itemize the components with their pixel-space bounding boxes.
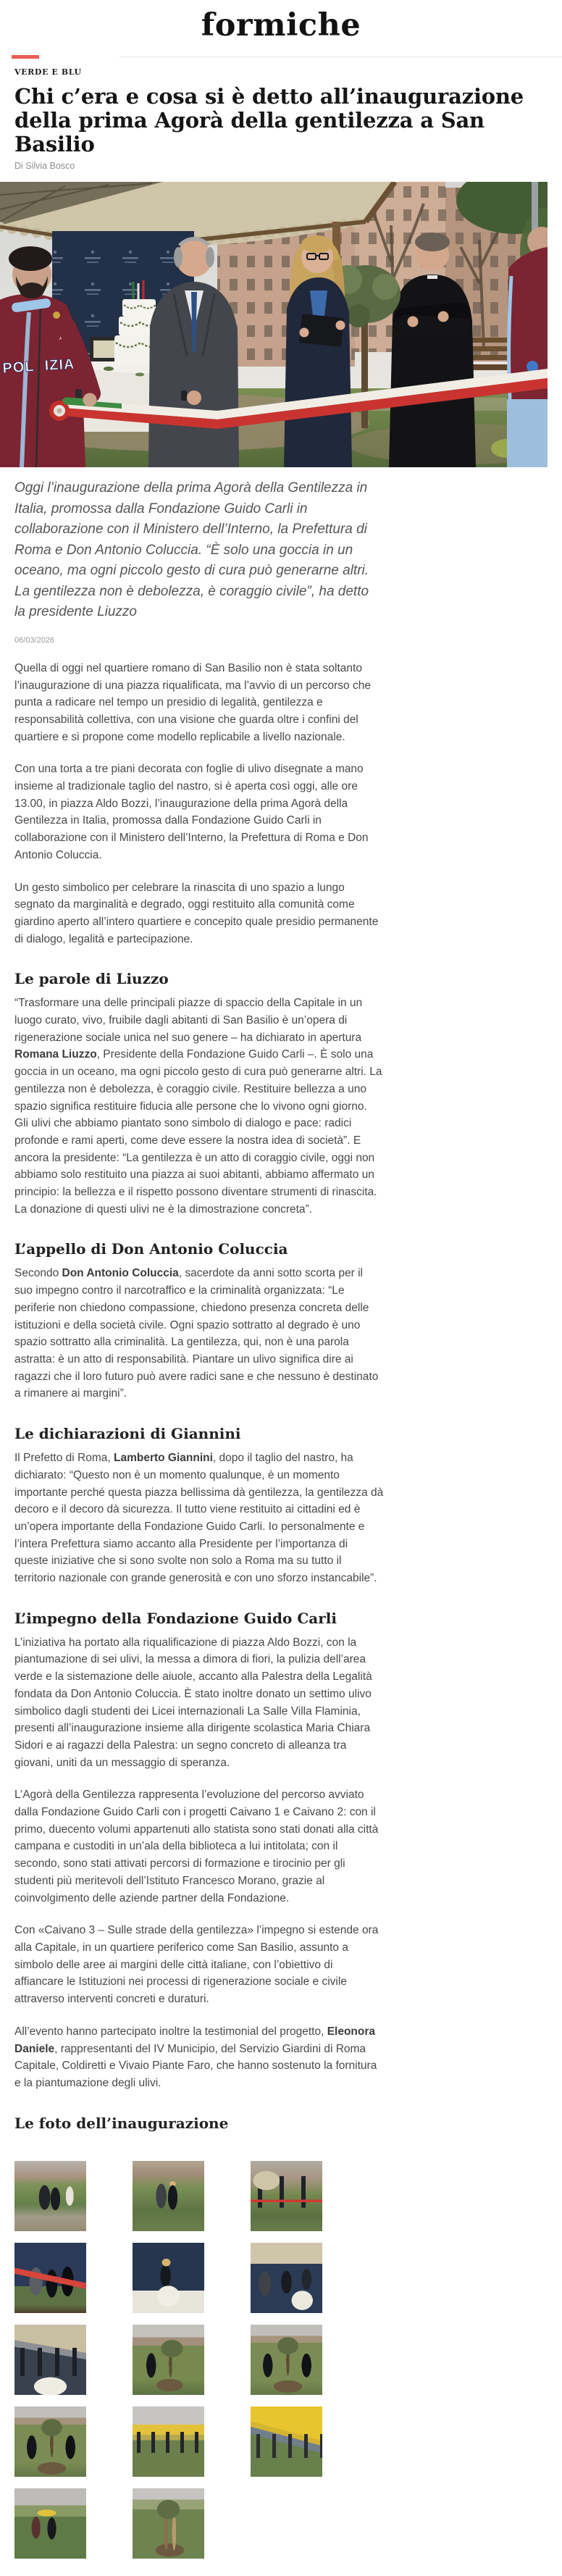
- photo-conversation-garden[interactable]: [133, 2161, 204, 2231]
- section-heading: Le parole di Liuzzo: [14, 970, 169, 988]
- section-heading: L’impegno della Fondazione Guido Carli: [14, 1609, 337, 1627]
- svg-text:IZIA: IZIA: [44, 356, 75, 375]
- category-label[interactable]: VERDE E BLU: [14, 67, 82, 77]
- article-paragraph: Il Prefetto di Roma, Lamberto Giannini, dopo il taglio del nastro, ha dichiarato: “Questo non è un momento qualunque, è un momento importante perché questa piazza bellissima dà gentilezza, la gentilezza dà decoro e il decoro dà sicurezza. Il tutto viene restituito ai cittadini ed è un’opera importante della Fondazione Guido Carli. Io personalmente e l’intera Prefettura siamo accanto alla Presidente per l’importanza di queste iniziative che si sono svolte non solo a Roma ma su tutto il territorio nazionale con grande generosità e con uno sforzo instancabile”.: [14, 1452, 384, 1585]
- svg-text:Allianz: Allianz: [59, 336, 75, 342]
- article-paragraph: L’iniziativa ha portato alla riqualificazione di piazza Aldo Bozzi, con la piantumazione di sei ulivi, la messa a dimora di fiori, la pulizia dell’area verde e la sistemazione delle aiuole, accanto alla Palestra della Legalità fondata da Don Antonio Coluccia. È stato inoltre donato un settimo ulivo simbolico dagli studenti dei Licei internazionali La Salle Villa Flaminia, presenti all’inaugurazione insieme alla dirigente scolastica Maria Chiara Sidori e ai ragazzi della Palestra: un segno concreto di alleanza tra giovani, uniti da un messaggio di speranza.: [14, 1636, 372, 1769]
- photo-gallery: [14, 2115, 548, 2559]
- hero-inauguration-scene: [0, 182, 548, 467]
- article-body: [14, 660, 548, 2092]
- photo-president-with-cake[interactable]: [133, 2243, 204, 2313]
- photo-coldiretti-tent-close[interactable]: [251, 2406, 322, 2477]
- article-paragraph: All’evento hanno partecipato inoltre la testimonial del progetto, Eleonora Daniele, rappresentanti del IV Municipio, del Servizio Giardini di Roma Capitale, Coldiretti e Vivaio Piante Faro, che hanno sostenuto la fornitura e la piantumazione degli ulivi.: [14, 2025, 377, 2089]
- byline: Di Silvia Bosco: [14, 161, 75, 172]
- category-accent-dash: [12, 55, 39, 59]
- photo-guests-lawn[interactable]: [14, 2488, 86, 2559]
- article-paragraph: Con «Caivano 3 – Sulle strade della gentilezza» l’impegno si estende ora alla Capitale, in un quartiere periferico come San Basilio, assunto a simbolo delle aree ai margini delle città italiane, con l’obiettivo di affiancare le Istituzioni nei processi di rigenerazione sociale e civile attraverso interventi concreti e duraturi.: [14, 1924, 379, 2006]
- article-paragraph: “Trasformare una delle principali piazze di spaccio della Capitale in un luogo curato, vivo, fruibile dagli abitanti di San Basilio è un’opera di rigenerazione sociale unica nel suo genere – ha dichiarato in apertura Romana Liuzzo, Presidente della Fondazione Guido Carli –. È solo una goccia in un oceano, ma ogni piccolo gesto di cura può generarne altri. La gentilezza non è debolezza, è coraggio civile. Restituire bellezza a uno spazio significa restituire fiducia alle persone che lo vivono ogni giorno. Gli ulivi che abbiamo piantato sono simbolo di dialogo e pace: radici profonde e rami aperti, come deve essere la nostra idea di società”. E ancora la presidente: “La gentilezza è un atto di coraggio civile, oggi non abbiamo solo restituito una piazza ai suoi abitanti, abbiamo affermato un principio: la bellezza e il rispetto possono diventare strumenti di rinascita. La donazione di questi ulivi ne è la dimostrazione concreta”.: [14, 997, 382, 1216]
- photo-ribbon-cutting[interactable]: [14, 2243, 86, 2313]
- header-divider: [14, 55, 548, 59]
- article-title: Chi c’era e cosa si è detto all’inaugurazione della prima Agorà della gentilezza a San Basilio: [14, 84, 524, 156]
- article-paragraph: Con una torta a tre piani decorata con foglie di ulivo disegnate a mano insieme al tradizionale taglio del nastro, si è aperta così oggi, alle ore 13.00, in piazza Aldo Bozzi, l’inaugurazione della prima Agorà della Gentilezza in Italia, promossa dalla Fondazione Guido Carli in collaborazione con il Ministero dell’Interno, la Prefettura di Roma e Don Antonio Coluccia.: [14, 763, 369, 861]
- article-paragraph: Un gesto simbolico per celebrare la rinascita di uno spazio a lungo segnato da marginalità e degrado, oggi restituito alla comunità come giardino aperto all’intero quartiere e concepito quale presidio permanente di dialogo, legalità e partecipazione.: [14, 881, 379, 945]
- hero-image: [0, 182, 548, 467]
- article-lede: Oggi l’inaugurazione della prima Agorà della Gentilezza in Italia, promossa dalla Fondazione Guido Carli in collaborazione con il Ministero dell’Interno, la Prefettura di Roma e Don Antonio Coluccia. “È solo una goccia in un oceano, ma ogni piccolo gesto di cura può generarne altri. La gentilezza non è debolezza, è coraggio civile”, ha detto la presidente Liuzzo: [14, 480, 369, 620]
- gallery-grid: [14, 2161, 548, 2559]
- photo-ribbon-ceremony-line[interactable]: [251, 2161, 322, 2231]
- photo-coldiretti-tents[interactable]: [133, 2406, 204, 2477]
- photo-olive-planting-1[interactable]: [133, 2325, 204, 2395]
- site-header: [14, 0, 548, 43]
- president-figure: [284, 235, 352, 467]
- section-heading: Le dichiarazioni di Giannini: [14, 1425, 241, 1443]
- article-paragraph: Secondo Don Antonio Coluccia, sacerdote da anni sotto scorta per il suo impegno contro il narcotraffico e la criminalità organizzata: “Le periferie non chiedono compassione, chiedono presenza concreta delle istituzioni e della società civile. Ogni spazio sottratto al degrado è uno spazio sottratto alla criminalità. La gentilezza, qui, non è una parola astratta: è un atto di responsabilità. Piantare un ulivo significa dire ai ragazzi che il loro futuro può avere radici sane e che nessuno è destinato a rimanere ai margini”.: [14, 1267, 379, 1400]
- photo-crowd-cake-gazebo[interactable]: [14, 2325, 86, 2395]
- article-paragraph: Quella di oggi nel quartiere romano di San Basilio non è stata soltanto l’inaugurazione di una piazza riqualificata, ma l’avvio di un percorso che punta a radicare nel tempo un presidio di legalità, gentilezza e responsabilità collettiva, con una visione che guarda oltre i confini del quartiere e si propone come modello replicabile a livello nazionale.: [14, 661, 371, 743]
- photo-olive-planting-shovels[interactable]: [14, 2406, 86, 2477]
- svg-text:errea: errea: [61, 328, 73, 334]
- gallery-heading: Le foto dell’inaugurazione: [14, 2114, 229, 2132]
- polizia-text: POL: [1, 359, 35, 377]
- article-paragraph: L’Agorà della Gentilezza rappresenta l’evoluzione del percorso avviato dalla Fondazione Guido Carli con i progetti Caivano 1 e Caivano 2: con il primo, duecento volumi appartenuti allo statista sono stati donati alla città campana e custoditi in un’ala della biblioteca a lui intitolata; con il secondo, sono stati attivati percorsi di formazione e tirocinio per gli studenti più meritevoli dell’Istituto Francesco Morano, grazie al coinvolgimento delle aziende partner della Fondazione.: [14, 1789, 379, 1904]
- section-heading: L’appello di Don Antonio Coluccia: [14, 1240, 288, 1258]
- photo-officials-olive-garden[interactable]: [14, 2161, 86, 2231]
- officer-hand: [83, 393, 97, 407]
- photo-olive-planting-2[interactable]: [251, 2325, 322, 2395]
- site-logo[interactable]: formiche: [201, 7, 361, 43]
- photo-olive-tree-staked[interactable]: [133, 2488, 204, 2559]
- publish-date: 06/03/2026: [14, 635, 55, 645]
- photo-cake-cutting-gazebo[interactable]: [251, 2243, 322, 2313]
